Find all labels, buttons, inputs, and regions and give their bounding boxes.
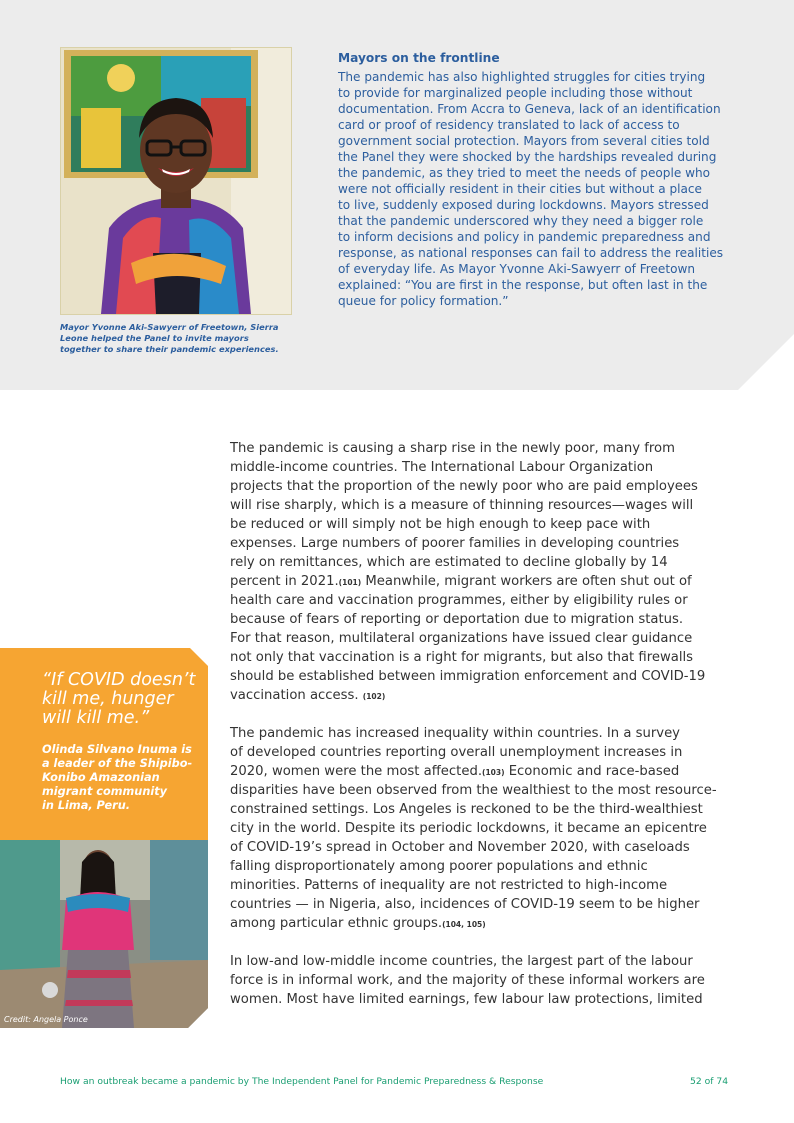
paragraph-text: The pandemic is causing a sharp rise in the newly poor, many from middle-income countries. The International Labour Organization projects that the proportion of the newly poor who are paid employees will rise sharply, which is a measure of thinning resources—wages will be reduced or will simply not be high enough to keep pace with expenses. Large numbers of poorer families in developing countries rely on remittances, which are estimated to decline globally by 14 percent in 2021.	[230, 441, 698, 589]
reference-marker: (104, 105)	[442, 920, 486, 929]
paragraph-text: In low-and low-middle income countries, the largest part of the labour force is in informal work, and the majority of these informal workers are women. Most have limited earnings, few labour law protections, limited	[230, 954, 705, 1007]
feature-box-body: The pandemic has also highlighted struggles for cities trying to provide for marginalized people including those without documentation. From Accra to Geneva, lack of an identification card or proof of residency translated to lack of access to government social protection. Mayors from several cities told the Panel they were shocked by the hardships revealed during the pandemic, as they tried to meet the needs of people who were not officially resident in their cities but without a place to live, suddenly exposed during lockdowns. Mayors stressed that the pandemic underscored why they need a bigger role to inform decisions and policy in pandemic preparedness and response, as national responses can fail to address the realities of everyday life. As Mayor Yvonne Aki-Sawyerr of Freetown explained: “You are first in the response, but often last in the queue for policy formation.”	[338, 70, 724, 308]
paragraph	[230, 952, 730, 1009]
feature-box-title: Mayors on the frontline	[338, 51, 500, 65]
paragraph	[230, 439, 730, 705]
footer-publication-title: How an outbreak became a pandemic by The Independent Panel for Pandemic Preparedness & Response	[60, 1076, 544, 1087]
paragraph	[230, 724, 730, 933]
paragraph-text: Meanwhile, migrant workers are often shut out of health care and vaccination programmes, either by eligibility rules or because of fears of reporting or deportation due to migration status. For that reason, multilateral organizations have issued clear guidance not only that vaccination is a right for migrants, but also that firewalls should be established between immigration enforcement and COVID-19 vaccination access.	[230, 574, 706, 703]
paragraph-text: Economic and race-based disparities have been observed from the wealthiest to the most resource- constrained settings. Los Angeles is reckoned to be the third-wealthiest city in the world. Despite its periodic lockdowns, it became an epicentre of COVID-19’s spread in October and November 2020, with caseloads falling disproportionately among poorer populations and ethnic minorities. Patterns of inequality are not restricted to high-income countries — in Nigeria, also, incidences of COVID-19 seem to be higher among particular ethnic groups.	[230, 764, 717, 931]
photo-credit: Credit: Angela Ponce	[4, 1015, 88, 1024]
reference-marker: (102)	[362, 692, 386, 701]
reference-marker: (103)	[482, 768, 505, 777]
mayor-photo	[60, 47, 292, 315]
page-number: 52 of 74	[690, 1076, 729, 1087]
paragraph-text: The pandemic has increased inequality within countries. In a survey of developed countries reporting overall unemployment increases in 2020, women were the most affected.	[230, 726, 683, 779]
reference-marker: (101)	[338, 578, 362, 587]
mayor-photo-caption: Mayor Yvonne Aki-Sawyerr of Freetown, Sierra Leone helped the Panel to invite mayors together to share their pandemic experiences.	[60, 322, 279, 354]
quote-attribution: Olinda Silvano Inuma is a leader of the Shipibo- Konibo Amazonian migrant community in Lima, Peru.	[42, 743, 193, 812]
migrant-leader-photo	[0, 840, 208, 1028]
pull-quote: “If COVID doesn’t kill me, hunger will kill me.”	[42, 670, 196, 728]
article-body	[230, 439, 730, 1009]
